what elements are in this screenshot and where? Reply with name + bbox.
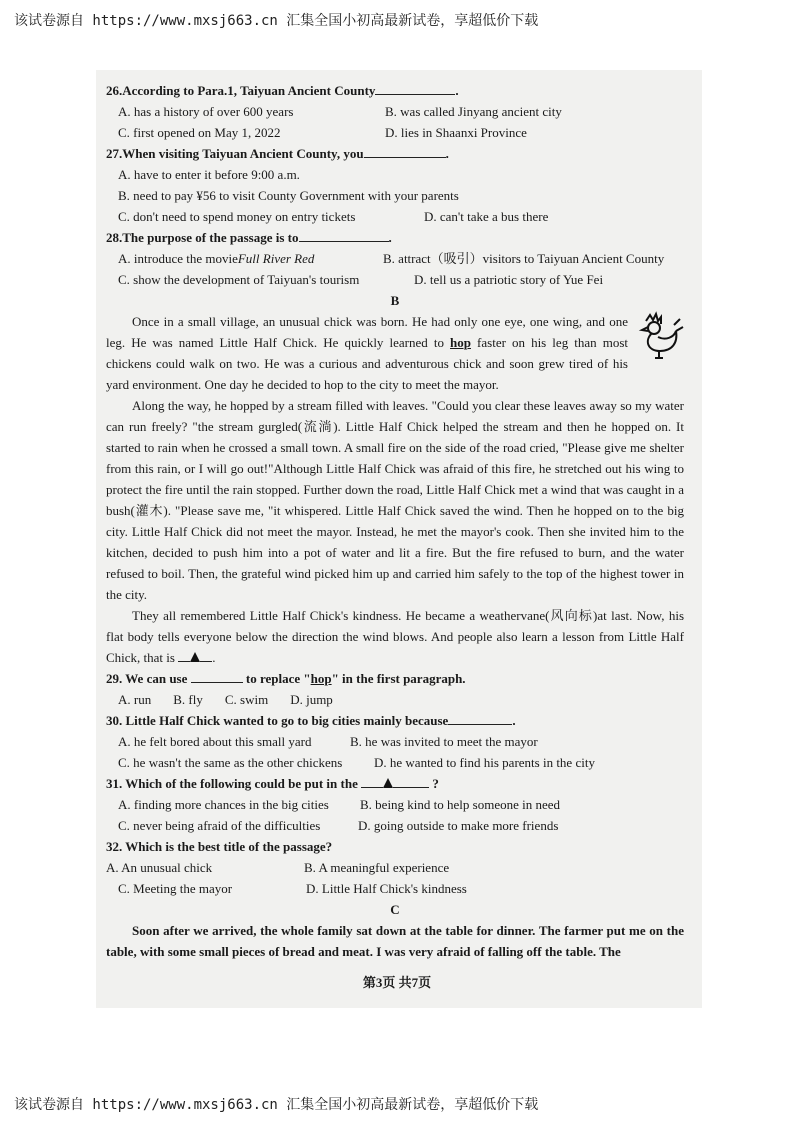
question-32-options-row2	[106, 878, 684, 899]
exam-content	[106, 80, 684, 962]
question-26-options-row1	[106, 101, 684, 122]
passage-c-paragraph-1: Soon after we arrived, the whole family sat down at the table for dinner. The farmer put me on the table, with some small pieces of bread and meat. I was very afraid of falling off the table. The	[106, 923, 684, 959]
q32-option-a: A. An unusual chick	[106, 860, 213, 875]
question-26-options-row2	[106, 122, 684, 143]
q28-option-c: C. show the development of Taiyuan's tourism	[118, 272, 360, 287]
q27-option-d: D. can't take a bus there	[424, 209, 549, 224]
q30-option-c: C. he wasn't the same as the other chickens	[118, 755, 343, 770]
question-32-stem: 32. Which is the best title of the passage?	[106, 839, 333, 854]
question-30-stem: 30. Little Half Chick wanted to go to big cities mainly because .	[106, 713, 516, 728]
q31-option-a: A. finding more chances in the big cities	[118, 797, 329, 812]
question-28-stem: 28.The purpose of the passage is to .	[106, 230, 392, 245]
question-26-stem: 26.According to Para.1, Taiyuan Ancient County .	[106, 83, 459, 98]
q30-option-a: A. he felt bored about this small yard	[118, 734, 312, 749]
q31-option-b: B. being kind to help someone in need	[360, 797, 561, 812]
question-28-options-row2	[106, 269, 684, 290]
q28-option-b: B. attract（吸引）visitors to Taiyuan Ancient County	[383, 251, 665, 266]
q29-option-b: B. fly	[173, 692, 203, 707]
question-30-options-row2	[106, 752, 684, 773]
q31-option-d: D. going outside to make more friends	[358, 818, 559, 833]
q27-option-c: C. don't need to spend money on entry tickets	[118, 209, 356, 224]
q32-option-b: B. A meaningful experience	[304, 860, 450, 875]
q32-option-c: C. Meeting the mayor	[118, 881, 233, 896]
movie-title: Full River Red	[237, 251, 315, 266]
source-banner-bottom: 该试卷源自 https://www.mxsj663.cn 汇集全国小初高最新试卷，享超低价下载	[14, 1097, 539, 1113]
question-27-stem: 27.When visiting Taiyuan Ancient County, you .	[106, 146, 449, 161]
source-banner-top: 该试卷源自 https://www.mxsj663.cn 汇集全国小初高最新试卷，享超低价下载	[14, 13, 539, 29]
answer-blank-triangle-icon	[190, 652, 200, 662]
q30-option-d: D. he wanted to find his parents in the city	[374, 755, 595, 770]
question-31-stem: 31. Which of the following could be put in the ?	[106, 776, 439, 791]
question-30-options-row1	[106, 731, 684, 752]
page-number: 第3页 共7页	[362, 975, 432, 990]
q32-option-d: D. Little Half Chick's kindness	[306, 881, 467, 896]
passage-b-paragraph-1: Once in a small village, an unusual chick was born. He had only one eye, one wing, and one leg. He was named Little Half Chick. He quickly learned to hop faster on his leg than most chickens could walk on two. He was a curious and adventurous chick and soon grew tired of his yard environment. One day he decided to hop to the city to meet the mayor.	[106, 311, 684, 395]
question-29-options	[106, 689, 684, 710]
passage-b-paragraph-2: Along the way, he hopped by a stream filled with leaves. "Could you clear these leaves away so my water can run freely? "the stream gurgled(流淌). Little Half Chick helped the stream and then he hopped on. It started to rain when he crossed a small town. A small fire on the side of the road cried, "Please give me shelter from this rain, or I will go out!"Although Little Half Chick was afraid of this fire, he stretched out his wing to protect the fire until the rain stopped. Further down the road, Little Half Chick met a wind that was caught in a bush(灌木). "Please save me, "it whispered. Little Half Chick saved the wind. Then he hopped on to the big city. Little Half Chick did not meet the mayor. Instead, he met the mayor's cook. Then she invited him to the kitchen, decided to push him into a pot of water and lit a fire. But the fire refused to burn, and the water refused to boil. Then, the grateful wind picked him up and carried him safely to the top of the highest tower in the city.	[106, 398, 684, 602]
q27-option-a: A. have to enter it before 9:00 a.m.	[118, 167, 300, 182]
q26-option-d: D. lies in Shaanxi Province	[385, 125, 527, 140]
q29-option-a: A. run	[118, 692, 152, 707]
q28-option-a: A. introduce the movieFull River Red	[118, 251, 315, 266]
q29-option-d: D. jump	[290, 692, 333, 707]
question-31-options-row1	[106, 794, 684, 815]
q26-option-c: C. first opened on May 1, 2022	[118, 125, 281, 140]
question-31-options-row2	[106, 815, 684, 836]
question-28-options-row1	[106, 248, 684, 269]
rooster-icon	[634, 311, 684, 361]
section-b-heading: B	[390, 293, 400, 308]
q31-option-c: C. never being afraid of the difficulties	[118, 818, 321, 833]
q30-option-b: B. he was invited to meet the mayor	[350, 734, 538, 749]
q27-option-b: B. need to pay ¥56 to visit County Government with your parents	[118, 188, 459, 203]
answer-blank-triangle-icon-q31	[383, 778, 393, 788]
hop-word: hop	[450, 335, 471, 350]
q29-option-c: C. swim	[224, 692, 269, 707]
passage-b-paragraph-3: They all remembered Little Half Chick's kindness. He became a weathervane(风向标)at last. Now, his flat body tells everyone below the direction the wind blows. And people also learn a lesson from Little Half Chick, that is .	[106, 608, 684, 665]
q26-option-a: A. has a history of over 600 years	[118, 104, 294, 119]
question-27-options-row3	[106, 206, 684, 227]
q28-option-d: D. tell us a patriotic story of Yue Fei	[414, 272, 604, 287]
question-27-option-a-row	[106, 164, 684, 185]
section-c-heading: C	[390, 902, 400, 917]
question-32-options-row1	[106, 857, 684, 878]
q26-option-b: B. was called Jinyang ancient city	[385, 104, 562, 119]
question-29-stem: 29. We can use to replace "hop" in the first paragraph.	[106, 671, 466, 686]
question-27-option-b-row	[106, 185, 684, 206]
